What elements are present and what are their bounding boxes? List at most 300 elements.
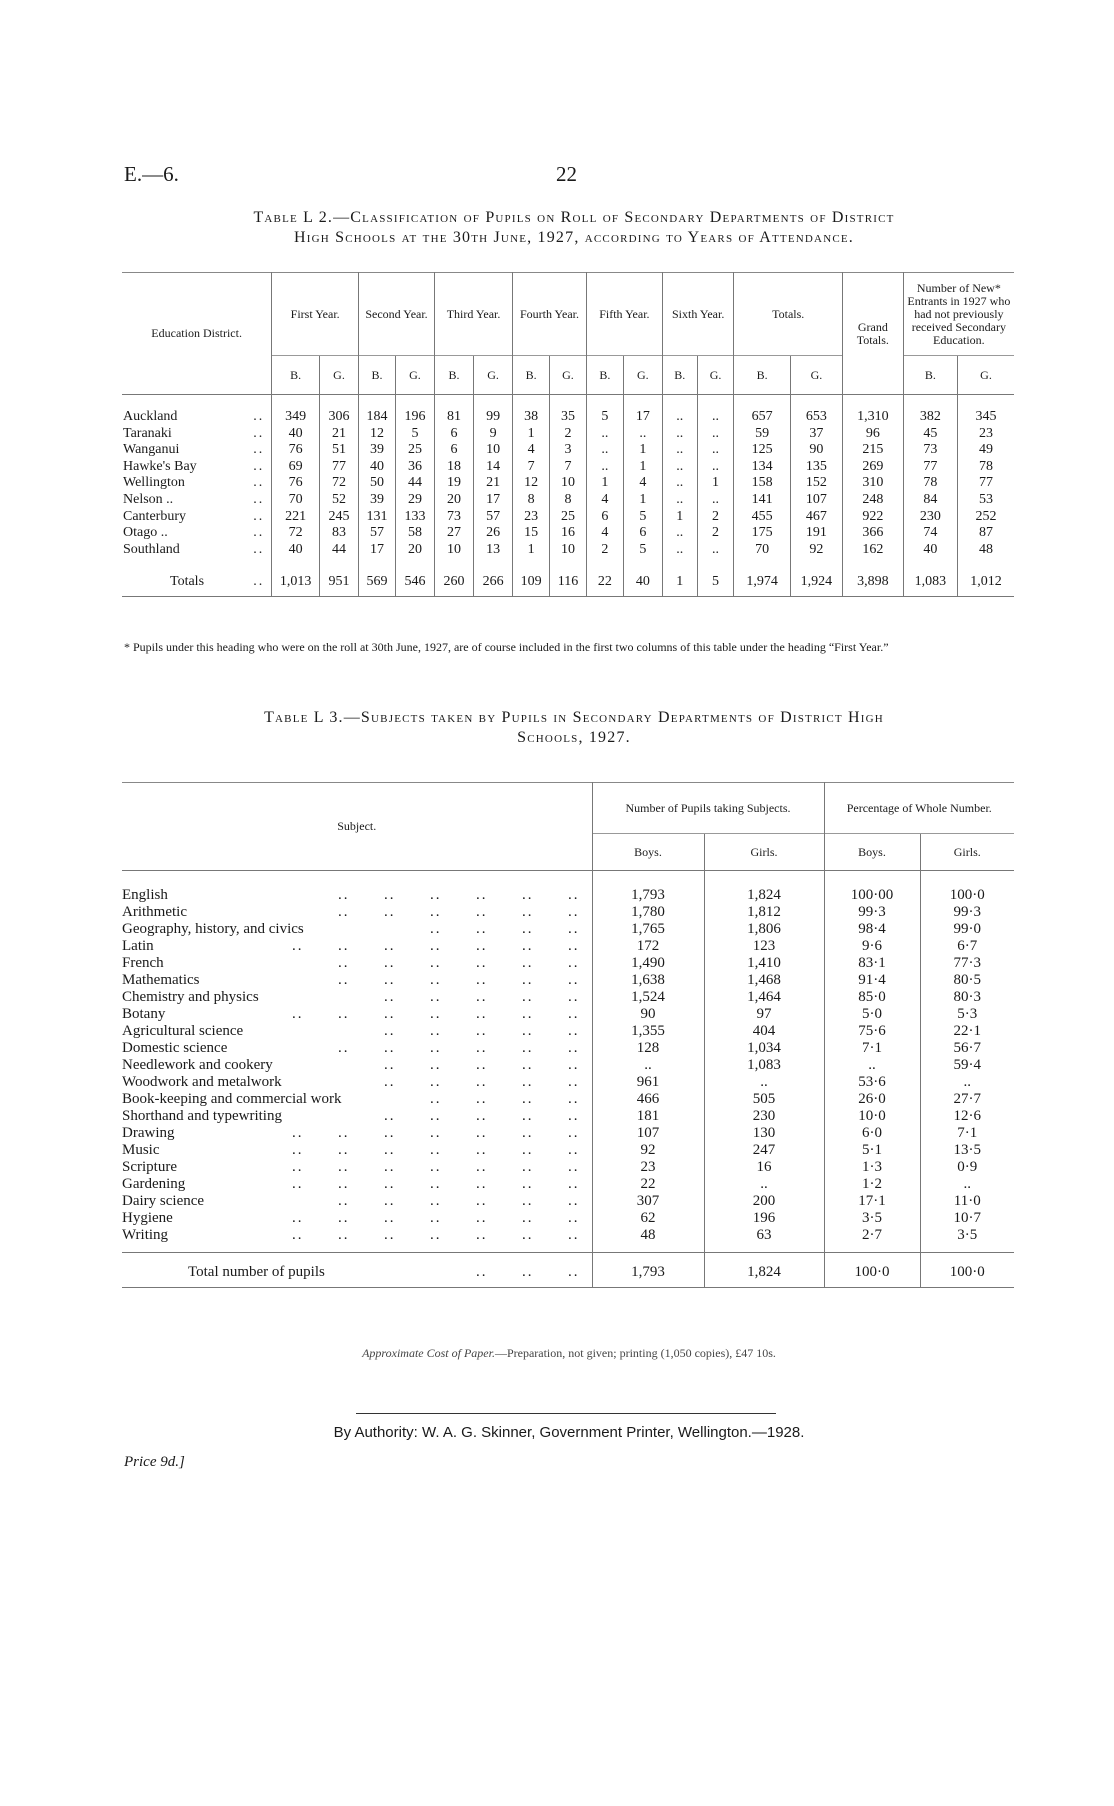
subject-label: Music	[122, 1142, 160, 1158]
col-percentage: Percentage of Whole Number.	[824, 783, 1014, 834]
table-cell: 1,824	[704, 1253, 824, 1288]
table-cell: 466	[592, 1091, 704, 1108]
leader-dots: .. .. .. .. .. .. ..	[292, 1142, 580, 1158]
table-cell: 1,083	[903, 558, 957, 597]
table-row-totals	[122, 1253, 1014, 1288]
table-l3	[122, 782, 1014, 1288]
subject-name	[122, 904, 592, 921]
leader-dots: .. .. .. .. .. .. ..	[292, 1210, 580, 1226]
leader-dots: .. .. .. .. .. .. ..	[292, 1006, 580, 1022]
table-cell: 128	[592, 1040, 704, 1057]
table-cell: 307	[592, 1193, 704, 1210]
col-education-district: Education District.	[151, 326, 242, 340]
table-cell: 40	[359, 459, 396, 476]
table-cell: 12·6	[920, 1108, 1014, 1125]
col-new-entrants: Number of New* Entrants in 1927 who had not previously received Secondary Education.	[903, 273, 1014, 356]
table-row	[122, 1227, 1014, 1253]
table-cell: 87	[957, 525, 1014, 542]
table-cell: ..	[623, 426, 662, 443]
table-cell: 51	[319, 442, 358, 459]
table-cell: 546	[395, 558, 434, 597]
table-cell: 76	[272, 475, 320, 492]
table-cell: 404	[704, 1023, 824, 1040]
subject-name	[122, 1193, 592, 1210]
table-cell: ..	[662, 442, 697, 459]
table-row	[122, 492, 1014, 509]
leader-dots: .. .. .. .. .. .. ..	[292, 1125, 580, 1141]
col-girls-1: G.	[319, 356, 358, 395]
leader-dots: .. .. .. .. .. ..	[338, 1193, 580, 1209]
subject-label: Scripture	[122, 1159, 177, 1175]
table-cell: 23	[592, 1159, 704, 1176]
district-label: Nelson ..	[123, 491, 174, 507]
table-cell: 107	[592, 1125, 704, 1142]
table-cell: 90	[790, 442, 842, 459]
table-cell: 52	[319, 492, 358, 509]
table-cell: 44	[395, 475, 434, 492]
table-cell: 4	[513, 442, 550, 459]
table-row	[122, 1159, 1014, 1176]
table-cell: 125	[734, 442, 790, 459]
district-name	[122, 459, 272, 476]
table-cell: 158	[734, 475, 790, 492]
leader-dots: ..	[253, 425, 265, 441]
table-cell: 56·7	[920, 1040, 1014, 1057]
table-cell: 5·1	[824, 1142, 920, 1159]
table-cell: 23	[957, 426, 1014, 443]
table-row	[122, 1074, 1014, 1091]
table-cell: 1	[623, 492, 662, 509]
table-cell: 100·0	[824, 1253, 920, 1288]
table-cell: 85·0	[824, 989, 920, 1006]
table-cell: 1,464	[704, 989, 824, 1006]
leader-dots: ..	[253, 491, 265, 507]
leader-dots: .. .. .. ..	[430, 1091, 580, 1107]
district-label: Taranaki	[123, 425, 172, 441]
table-cell: 134	[734, 459, 790, 476]
table-cell: 75·6	[824, 1023, 920, 1040]
district-label: Wellington	[123, 475, 185, 491]
col-girls-7: G.	[790, 356, 842, 395]
district-label: Otago ..	[123, 525, 168, 541]
table-cell: 16	[550, 525, 587, 542]
subject-name	[122, 1057, 592, 1074]
table-cell: 99·0	[920, 921, 1014, 938]
table-cell: 63	[704, 1227, 824, 1253]
table-cell: 81	[435, 395, 474, 426]
leader-dots: .. .. .. ..	[430, 921, 580, 937]
col-fifth-year: Fifth Year.	[586, 273, 662, 356]
table-cell: 1	[697, 475, 734, 492]
subject-label: Arithmetic	[122, 904, 187, 920]
table-cell: 9	[474, 426, 513, 443]
col-sixth-year: Sixth Year.	[662, 273, 734, 356]
table-cell: 221	[272, 509, 320, 526]
table-cell: 1	[513, 426, 550, 443]
table-cell: 10·7	[920, 1210, 1014, 1227]
table-cell: 40	[623, 558, 662, 597]
table-row	[122, 871, 1014, 905]
leader-dots: ..	[253, 475, 265, 491]
table-cell: 191	[790, 525, 842, 542]
table-row	[122, 938, 1014, 955]
table-cell: 3·5	[824, 1210, 920, 1227]
subject-name	[122, 1159, 592, 1176]
table-cell: 77·3	[920, 955, 1014, 972]
subject-label: Hygiene	[122, 1210, 173, 1226]
table-cell: 1,638	[592, 972, 704, 989]
table-row	[122, 1040, 1014, 1057]
district-label: Totals	[170, 574, 205, 590]
col-boys-2: B.	[359, 356, 396, 395]
leader-dots: .. .. .. .. ..	[384, 1074, 580, 1090]
table-cell: 1	[623, 442, 662, 459]
table-row	[122, 1057, 1014, 1074]
table-l3-title-line2: Schools, 1927.	[517, 729, 631, 746]
table-cell: ..	[662, 525, 697, 542]
table-cell: 15	[513, 525, 550, 542]
table-l2-body	[122, 395, 1014, 597]
table-cell: 7	[513, 459, 550, 476]
divider-rule	[356, 1413, 776, 1414]
table-cell: 200	[704, 1193, 824, 1210]
table-cell: 80·3	[920, 989, 1014, 1006]
table-l2-title-line2: High Schools at the 30th June, 1927, according to Years of Attendance.	[294, 229, 854, 246]
page-reference: E.—6.	[124, 162, 179, 186]
table-cell: 5	[586, 395, 623, 426]
col-girls-5: G.	[623, 356, 662, 395]
subject-name	[122, 1108, 592, 1125]
table-cell: 1,083	[704, 1057, 824, 1074]
district-name	[122, 558, 272, 597]
table-cell: 310	[842, 475, 903, 492]
col-totals: Totals.	[734, 273, 843, 356]
table-cell: 1,310	[842, 395, 903, 426]
table-cell: 100·00	[824, 871, 920, 905]
table-cell: ..	[662, 542, 697, 559]
table-cell: 83·1	[824, 955, 920, 972]
cost-note	[124, 1346, 1014, 1361]
table-cell: ..	[662, 475, 697, 492]
table-cell: 3·5	[920, 1227, 1014, 1253]
table-row	[122, 426, 1014, 443]
col-boys-5: B.	[586, 356, 623, 395]
table-cell: 366	[842, 525, 903, 542]
subject-label: Latin	[122, 938, 154, 954]
leader-dots: ..	[253, 508, 265, 524]
table-cell: 1,824	[704, 871, 824, 905]
subject-name	[122, 1040, 592, 1057]
table-cell: 22	[586, 558, 623, 597]
table-cell: 133	[395, 509, 434, 526]
col-girls-3: G.	[474, 356, 513, 395]
subject-label: Total number of pupils	[188, 1263, 325, 1280]
table-row	[122, 989, 1014, 1006]
table-cell: 306	[319, 395, 358, 426]
table-cell: 1	[662, 509, 697, 526]
subject-name	[122, 871, 592, 905]
table-cell: ..	[586, 459, 623, 476]
subject-label: Chemistry and physics	[122, 989, 259, 1005]
table-cell: 1,924	[790, 558, 842, 597]
table-cell: 40	[903, 542, 957, 559]
leader-dots: ..	[253, 541, 265, 557]
col-grand-totals: Grand Totals.	[842, 273, 903, 395]
table-cell: 1	[513, 542, 550, 559]
table-cell: 1,812	[704, 904, 824, 921]
table-cell: 99	[474, 395, 513, 426]
table-cell: 467	[790, 509, 842, 526]
subject-label: Domestic science	[122, 1040, 228, 1056]
district-name	[122, 525, 272, 542]
district-name	[122, 509, 272, 526]
table-cell: 45	[903, 426, 957, 443]
subject-label: French	[122, 955, 164, 971]
table-cell: 10	[474, 442, 513, 459]
table-cell: 21	[319, 426, 358, 443]
table-cell: 1·2	[824, 1176, 920, 1193]
table-cell: 21	[474, 475, 513, 492]
table-cell: 345	[957, 395, 1014, 426]
table-cell: 175	[734, 525, 790, 542]
table-cell: 49	[957, 442, 1014, 459]
table-cell: 50	[359, 475, 396, 492]
col-number-girls: Girls.	[704, 834, 824, 871]
table-cell: 1,490	[592, 955, 704, 972]
table-cell: 260	[435, 558, 474, 597]
table-cell: 17·1	[824, 1193, 920, 1210]
table-cell: 5·0	[824, 1006, 920, 1023]
subject-label: Woodwork and metalwork	[122, 1074, 282, 1090]
table-row	[122, 972, 1014, 989]
leader-dots: .. .. .. .. .. ..	[338, 1040, 580, 1056]
leader-dots: ..	[253, 525, 265, 541]
table-cell: 8	[513, 492, 550, 509]
table-row	[122, 1108, 1014, 1125]
table-cell: 1,974	[734, 558, 790, 597]
table-cell: 26	[474, 525, 513, 542]
table-cell: 1,793	[592, 1253, 704, 1288]
table-cell: 8	[550, 492, 587, 509]
table-cell: 59·4	[920, 1057, 1014, 1074]
subject-label: Book-keeping and commercial work	[122, 1091, 342, 1107]
table-cell: 184	[359, 395, 396, 426]
table-cell: 181	[592, 1108, 704, 1125]
col-new-entrants-boys: B.	[903, 356, 957, 395]
table-cell: ..	[586, 426, 623, 443]
table-cell: 74	[903, 525, 957, 542]
table-row	[122, 1210, 1014, 1227]
table-cell: ..	[662, 395, 697, 426]
table-cell: 17	[474, 492, 513, 509]
table-cell: 83	[319, 525, 358, 542]
subject-label: Writing	[122, 1227, 169, 1243]
table-cell: 1,012	[957, 558, 1014, 597]
table-cell: 78	[903, 475, 957, 492]
table-cell: ..	[586, 442, 623, 459]
table-cell: 131	[359, 509, 396, 526]
table-cell: 6·7	[920, 938, 1014, 955]
table-cell: 84	[903, 492, 957, 509]
subject-name	[122, 1253, 592, 1288]
table-cell: 22	[592, 1176, 704, 1193]
table-cell: ..	[697, 459, 734, 476]
table-cell: 40	[272, 426, 320, 443]
table-cell: 5	[623, 542, 662, 559]
table-cell: 1,034	[704, 1040, 824, 1057]
table-cell: 1,780	[592, 904, 704, 921]
col-boys-3: B.	[435, 356, 474, 395]
table-cell: ..	[697, 492, 734, 509]
table-cell: 107	[790, 492, 842, 509]
table-row-totals	[122, 558, 1014, 597]
table-cell: 6	[586, 509, 623, 526]
table-cell: 7·1	[824, 1040, 920, 1057]
subject-name	[122, 1227, 592, 1253]
table-cell: 98·4	[824, 921, 920, 938]
table-cell: 27	[435, 525, 474, 542]
table-cell: 39	[359, 492, 396, 509]
col-number-of-pupils: Number of Pupils taking Subjects.	[592, 783, 824, 834]
table-row	[122, 475, 1014, 492]
table-row	[122, 1142, 1014, 1159]
col-subject: Subject.	[337, 819, 377, 833]
col-second-year: Second Year.	[359, 273, 435, 356]
table-l3-title	[124, 708, 1024, 748]
district-name	[122, 475, 272, 492]
table-row	[122, 1193, 1014, 1210]
table-cell: 382	[903, 395, 957, 426]
table-cell: 90	[592, 1006, 704, 1023]
table-cell: 1,410	[704, 955, 824, 972]
subject-name	[122, 938, 592, 955]
cost-label: Approximate Cost of Paper.	[362, 1346, 495, 1360]
table-cell: 40	[272, 542, 320, 559]
table-cell: 657	[734, 395, 790, 426]
table-cell: 77	[903, 459, 957, 476]
table-row	[122, 1023, 1014, 1040]
subject-label: Needlework and cookery	[122, 1057, 273, 1073]
table-cell: 10	[435, 542, 474, 559]
table-cell: ..	[592, 1057, 704, 1074]
table-cell: 5	[623, 509, 662, 526]
subject-label: Drawing	[122, 1125, 175, 1141]
leader-dots: ..	[253, 409, 265, 424]
col-fourth-year: Fourth Year.	[513, 273, 587, 356]
table-cell: 18	[435, 459, 474, 476]
table-cell: 14	[474, 459, 513, 476]
table-cell: 130	[704, 1125, 824, 1142]
table-cell: 109	[513, 558, 550, 597]
table-cell: 653	[790, 395, 842, 426]
table-row	[122, 1176, 1014, 1193]
subject-label: Agricultural science	[122, 1023, 244, 1039]
table-cell: 1	[623, 459, 662, 476]
table-cell: 4	[586, 492, 623, 509]
leader-dots: .. .. .. .. .. ..	[338, 955, 580, 971]
table-cell: 141	[734, 492, 790, 509]
table-cell: 11·0	[920, 1193, 1014, 1210]
table-l2-title-line1: Table L 2.—Classification of Pupils on Roll of Secondary Departments of District	[253, 209, 895, 226]
leader-dots: .. .. ..	[476, 1263, 580, 1280]
table-cell: 7·1	[920, 1125, 1014, 1142]
table-cell: 36	[395, 459, 434, 476]
table-cell: 72	[319, 475, 358, 492]
leader-dots: .. .. .. .. ..	[384, 1057, 580, 1073]
table-cell: 91·4	[824, 972, 920, 989]
table-cell: ..	[704, 1074, 824, 1091]
table-cell: 96	[842, 426, 903, 443]
col-third-year: Third Year.	[435, 273, 513, 356]
table-cell: 37	[790, 426, 842, 443]
table-cell: 245	[319, 509, 358, 526]
district-label: Canterbury	[123, 508, 186, 524]
table-cell: 80·5	[920, 972, 1014, 989]
col-percentage-boys: Boys.	[824, 834, 920, 871]
subject-name	[122, 921, 592, 938]
table-cell: 961	[592, 1074, 704, 1091]
subject-name	[122, 1125, 592, 1142]
table-cell: 26·0	[824, 1091, 920, 1108]
table-cell: 62	[592, 1210, 704, 1227]
table-cell: 17	[623, 395, 662, 426]
table-cell: 1,468	[704, 972, 824, 989]
district-label: Auckland	[123, 409, 178, 424]
table-cell: 1·3	[824, 1159, 920, 1176]
table-cell: 77	[319, 459, 358, 476]
table-cell: 5·3	[920, 1006, 1014, 1023]
subject-name	[122, 1142, 592, 1159]
table-cell: 172	[592, 938, 704, 955]
table-cell: 1,013	[272, 558, 320, 597]
table-row	[122, 921, 1014, 938]
table-cell: 4	[623, 475, 662, 492]
table-cell: 57	[359, 525, 396, 542]
table-row	[122, 904, 1014, 921]
subject-name	[122, 1006, 592, 1023]
table-cell: 266	[474, 558, 513, 597]
table-cell: 100·0	[920, 871, 1014, 905]
table-row	[122, 1125, 1014, 1142]
table-cell: 38	[513, 395, 550, 426]
table-cell: 13·5	[920, 1142, 1014, 1159]
table-cell: 16	[704, 1159, 824, 1176]
table-cell: 5	[697, 558, 734, 597]
subject-name	[122, 1176, 592, 1193]
subject-label: Geography, history, and civics	[122, 921, 304, 937]
leader-dots: .. .. .. .. ..	[384, 1108, 580, 1124]
table-cell: 100·0	[920, 1253, 1014, 1288]
cost-text: —Preparation, not given; printing (1,050 copies), £47 10s.	[494, 1346, 776, 1360]
table-cell: 1,806	[704, 921, 824, 938]
table-cell: 5	[395, 426, 434, 443]
leader-dots: .. .. .. .. .. .. ..	[292, 1159, 580, 1175]
table-cell: 12	[359, 426, 396, 443]
table-cell: 72	[272, 525, 320, 542]
printer-authority: By Authority: W. A. G. Skinner, Government Printer, Wellington.—1928.	[333, 1424, 805, 1441]
subject-name	[122, 1023, 592, 1040]
table-l2-footnote: * Pupils under this heading who were on the roll at 30th June, 1927, are of course included in the first two columns of this table under the heading “First Year.”	[124, 640, 889, 654]
page-number: 22	[556, 162, 577, 186]
subject-name	[122, 955, 592, 972]
table-cell: 20	[435, 492, 474, 509]
table-cell: 230	[704, 1108, 824, 1125]
table-cell: 135	[790, 459, 842, 476]
table-cell: ..	[920, 1176, 1014, 1193]
leader-dots: .. .. .. .. .. .. ..	[292, 938, 580, 954]
table-cell: ..	[697, 542, 734, 559]
table-cell: 162	[842, 542, 903, 559]
